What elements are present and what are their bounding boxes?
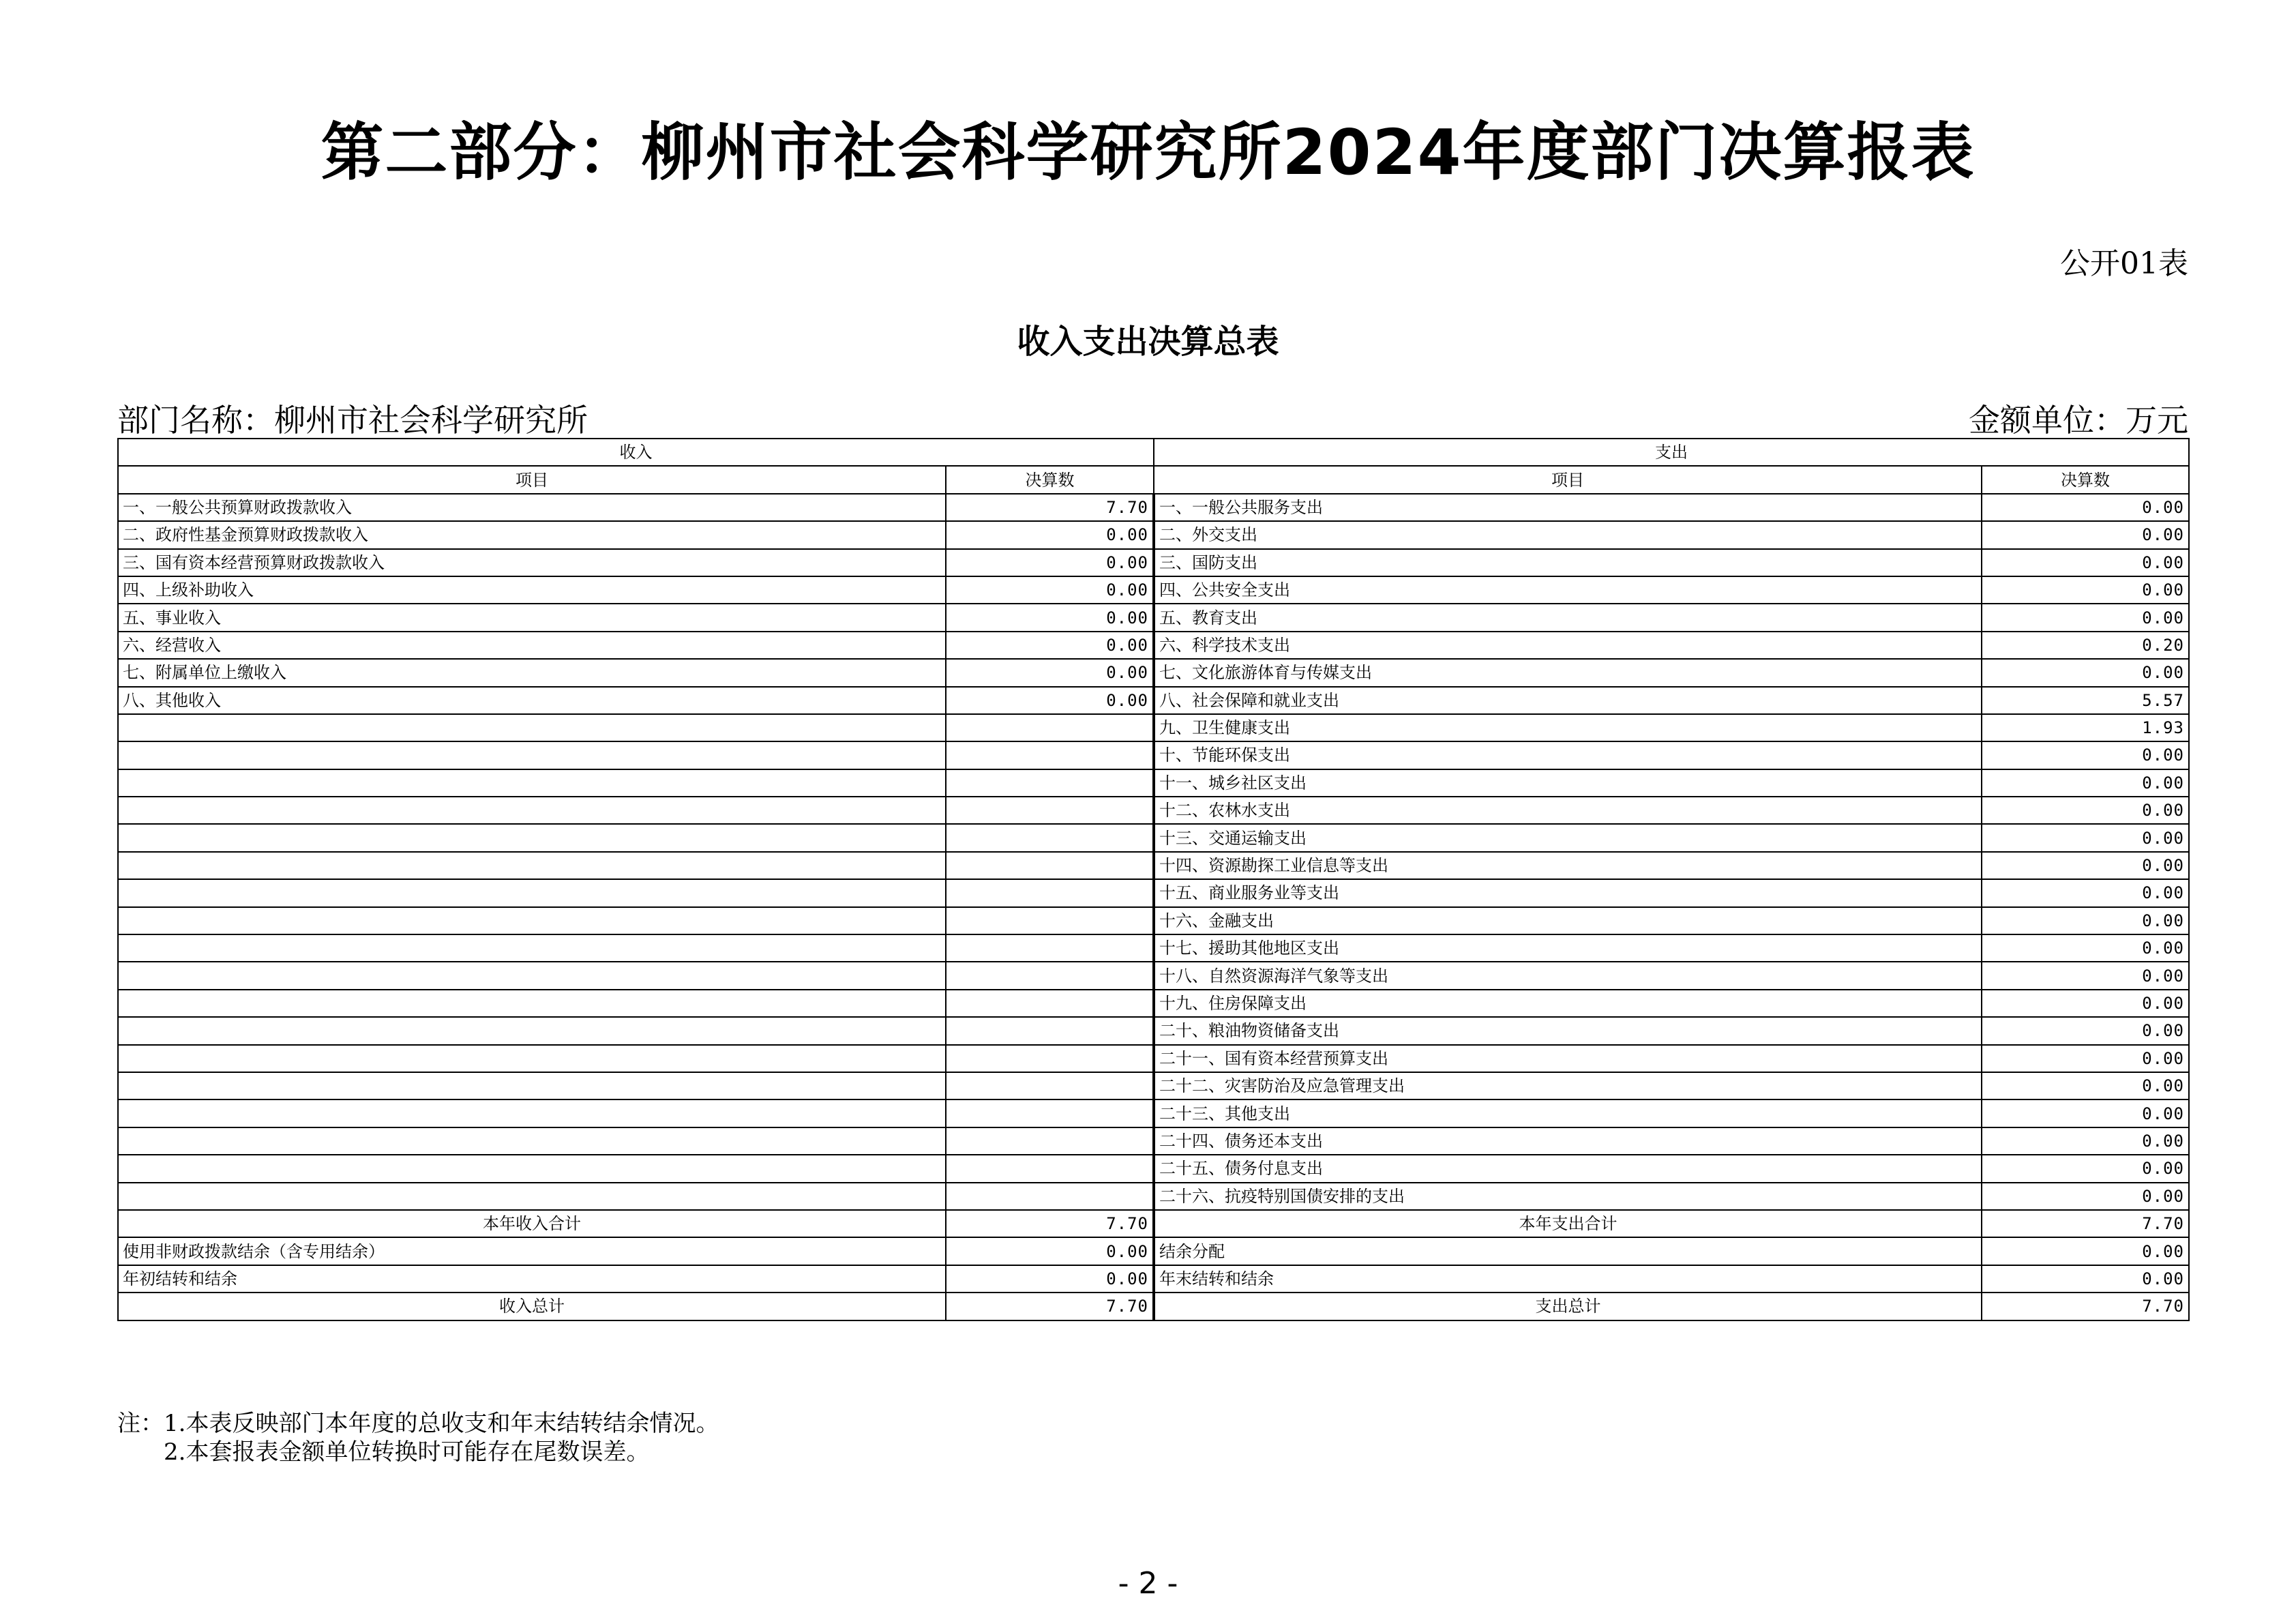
table-row <box>118 797 2189 824</box>
expense-item-cell: 十八、自然资源海洋气象等支出 <box>1154 962 1982 989</box>
note-2: 2.本套报表金额单位转换时可能存在尾数误差。 <box>164 1438 650 1466</box>
expense-item-header: 项目 <box>1154 466 1982 493</box>
income-amount-cell <box>946 962 1154 989</box>
expense-amount-cell: 0.00 <box>1982 549 2189 576</box>
expense-item-cell: 六、科学技术支出 <box>1154 632 1982 659</box>
table-row <box>118 990 2189 1017</box>
table-row <box>118 879 2189 906</box>
table-row <box>118 549 2189 576</box>
expense-item-cell: 十二、农林水支出 <box>1154 797 1982 824</box>
income-item-cell <box>118 990 946 1017</box>
expense-amount-cell: 0.00 <box>1982 907 2189 934</box>
income-amount-cell: 7.70 <box>946 494 1154 521</box>
income-item-cell: 五、事业收入 <box>118 604 946 631</box>
table-row <box>118 1265 2189 1293</box>
income-amount-header: 决算数 <box>946 466 1154 493</box>
amount-unit: 金额单位：万元 <box>1969 402 2188 439</box>
expense-amount-cell: 0.00 <box>1982 1045 2189 1072</box>
income-amount-cell <box>946 1099 1154 1127</box>
table-row <box>118 632 2189 659</box>
table-row <box>118 1072 2189 1099</box>
expense-item-cell: 二十一、国有资本经营预算支出 <box>1154 1045 1982 1072</box>
expense-amount-cell: 0.00 <box>1982 1072 2189 1099</box>
income-item-cell <box>118 769 946 797</box>
expense-grand-total-label: 支出总计 <box>1154 1293 1982 1320</box>
expense-total-label: 本年支出合计 <box>1154 1210 1982 1237</box>
income-amount-cell: 0.00 <box>946 1265 1154 1293</box>
income-section-header: 收入 <box>118 439 1154 466</box>
income-item-cell <box>118 1183 946 1210</box>
expense-amount-cell: 0.00 <box>1982 604 2189 631</box>
income-item-cell <box>118 907 946 934</box>
page-title: 第二部分：柳州市社会科学研究所2024年度部门决算报表 <box>320 116 1976 189</box>
expense-amount-cell: 0.00 <box>1982 879 2189 906</box>
expense-item-cell: 七、文化旅游体育与传媒支出 <box>1154 659 1982 686</box>
table-row <box>118 1099 2189 1127</box>
income-item-cell <box>118 741 946 769</box>
table-code: 公开01表 <box>2060 246 2188 281</box>
table-row <box>118 576 2189 604</box>
income-item-cell: 八、其他收入 <box>118 687 946 714</box>
table-row <box>118 934 2189 962</box>
expense-item-cell: 五、教育支出 <box>1154 604 1982 631</box>
income-amount-cell: 0.00 <box>946 687 1154 714</box>
note-1: 注：1.本表反映部门本年度的总收支和年末结转结余情况。 <box>117 1410 719 1437</box>
expense-item-cell: 二十六、抗疫特别国债安排的支出 <box>1154 1183 1982 1210</box>
expense-amount-cell: 5.57 <box>1982 687 2189 714</box>
income-amount-cell <box>946 769 1154 797</box>
expense-amount-cell: 0.00 <box>1982 962 2189 989</box>
income-amount-cell: 0.00 <box>946 521 1154 548</box>
income-amount-cell <box>946 714 1154 741</box>
table-row <box>118 1183 2189 1210</box>
income-item-cell <box>118 797 946 824</box>
expense-item-cell: 二十四、债务还本支出 <box>1154 1127 1982 1155</box>
income-amount-cell: 0.00 <box>946 576 1154 604</box>
expense-grand-total-amount: 7.70 <box>1982 1293 2189 1320</box>
table-body <box>118 494 2189 1320</box>
table-row <box>118 714 2189 741</box>
expense-item-cell: 二十三、其他支出 <box>1154 1099 1982 1127</box>
income-amount-cell <box>946 824 1154 851</box>
expense-amount-cell: 0.00 <box>1982 494 2189 521</box>
income-item-cell <box>118 934 946 962</box>
income-amount-cell <box>946 1183 1154 1210</box>
department-name: 部门名称：柳州市社会科学研究所 <box>117 402 588 439</box>
table-row <box>118 1155 2189 1182</box>
expense-item-cell: 十五、商业服务业等支出 <box>1154 879 1982 906</box>
expense-item-cell: 十七、援助其他地区支出 <box>1154 934 1982 962</box>
income-amount-cell <box>946 1127 1154 1155</box>
income-amount-cell: 0.00 <box>946 659 1154 686</box>
income-total-amount: 7.70 <box>946 1210 1154 1237</box>
income-item-cell <box>118 1072 946 1099</box>
expense-item-cell: 十四、资源勘探工业信息等支出 <box>1154 852 1982 879</box>
table-row <box>118 907 2189 934</box>
column-header-row <box>118 466 2189 493</box>
table-row <box>118 521 2189 548</box>
expense-amount-cell: 0.00 <box>1982 852 2189 879</box>
expense-amount-cell: 0.00 <box>1982 1017 2189 1044</box>
income-item-cell: 二、政府性基金预算财政拨款收入 <box>118 521 946 548</box>
expense-amount-cell: 0.00 <box>1982 1237 2189 1265</box>
expense-amount-cell: 0.00 <box>1982 741 2189 769</box>
income-amount-cell <box>946 907 1154 934</box>
expense-amount-cell: 0.00 <box>1982 1265 2189 1293</box>
table-row <box>118 604 2189 631</box>
expense-amount-cell: 0.00 <box>1982 769 2189 797</box>
income-item-cell: 六、经营收入 <box>118 632 946 659</box>
expense-amount-cell: 0.00 <box>1982 576 2189 604</box>
expense-item-cell: 十三、交通运输支出 <box>1154 824 1982 851</box>
income-item-cell <box>118 1099 946 1127</box>
expense-amount-cell: 0.00 <box>1982 1127 2189 1155</box>
expense-item-cell: 二十五、债务付息支出 <box>1154 1155 1982 1182</box>
expense-item-cell: 二、外交支出 <box>1154 521 1982 548</box>
income-item-cell: 使用非财政拨款结余（含专用结余） <box>118 1237 946 1265</box>
table-row <box>118 1045 2189 1072</box>
annual-total-row <box>118 1210 2189 1237</box>
expense-amount-cell: 0.20 <box>1982 632 2189 659</box>
table-row <box>118 1237 2189 1265</box>
table-row <box>118 769 2189 797</box>
income-item-header: 项目 <box>118 466 946 493</box>
expense-amount-header: 决算数 <box>1982 466 2189 493</box>
income-item-cell <box>118 962 946 989</box>
income-amount-cell <box>946 879 1154 906</box>
table-row <box>118 687 2189 714</box>
expense-item-cell: 一、一般公共服务支出 <box>1154 494 1982 521</box>
expense-item-cell: 结余分配 <box>1154 1237 1982 1265</box>
income-item-cell <box>118 1155 946 1182</box>
notes <box>117 1409 719 1466</box>
income-amount-cell <box>946 1017 1154 1044</box>
expense-item-cell: 八、社会保障和就业支出 <box>1154 687 1982 714</box>
expense-amount-cell: 0.00 <box>1982 1099 2189 1127</box>
income-amount-cell <box>946 1045 1154 1072</box>
income-total-label: 本年收入合计 <box>118 1210 946 1237</box>
section-header-row <box>118 439 2189 466</box>
table-row <box>118 1017 2189 1044</box>
page-number: - 2 - <box>1118 1566 1178 1601</box>
expense-total-amount: 7.70 <box>1982 1210 2189 1237</box>
expense-amount-cell: 0.00 <box>1982 797 2189 824</box>
income-amount-cell <box>946 1155 1154 1182</box>
expense-item-cell: 九、卫生健康支出 <box>1154 714 1982 741</box>
expense-amount-cell: 0.00 <box>1982 934 2189 962</box>
income-item-cell: 年初结转和结余 <box>118 1265 946 1293</box>
income-item-cell <box>118 1045 946 1072</box>
table-row <box>118 1127 2189 1155</box>
table-row <box>118 659 2189 686</box>
income-item-cell: 四、上级补助收入 <box>118 576 946 604</box>
income-amount-cell <box>946 1072 1154 1099</box>
income-item-cell <box>118 879 946 906</box>
table-row <box>118 494 2189 521</box>
expense-item-cell: 年末结转和结余 <box>1154 1265 1982 1293</box>
income-grand-total-label: 收入总计 <box>118 1293 946 1320</box>
income-amount-cell: 0.00 <box>946 1237 1154 1265</box>
expense-item-cell: 十六、金融支出 <box>1154 907 1982 934</box>
income-item-cell <box>118 824 946 851</box>
expense-item-cell: 三、国防支出 <box>1154 549 1982 576</box>
expense-amount-cell: 0.00 <box>1982 824 2189 851</box>
income-item-cell <box>118 714 946 741</box>
income-amount-cell <box>946 934 1154 962</box>
expense-section-header: 支出 <box>1154 439 2189 466</box>
income-amount-cell: 0.00 <box>946 549 1154 576</box>
expense-item-cell: 十、节能环保支出 <box>1154 741 1982 769</box>
table-row <box>118 824 2189 851</box>
expense-amount-cell: 0.00 <box>1982 990 2189 1017</box>
income-item-cell <box>118 852 946 879</box>
income-item-cell: 七、附属单位上缴收入 <box>118 659 946 686</box>
income-item-cell <box>118 1017 946 1044</box>
table-row <box>118 852 2189 879</box>
expense-item-cell: 十一、城乡社区支出 <box>1154 769 1982 797</box>
income-amount-cell <box>946 852 1154 879</box>
income-expense-summary-table <box>117 438 2190 1321</box>
expense-amount-cell: 0.00 <box>1982 1155 2189 1182</box>
income-amount-cell <box>946 990 1154 1017</box>
income-amount-cell <box>946 797 1154 824</box>
expense-item-cell: 二十、粮油物资储备支出 <box>1154 1017 1982 1044</box>
income-item-cell <box>118 1127 946 1155</box>
expense-amount-cell: 0.00 <box>1982 659 2189 686</box>
income-grand-total-amount: 7.70 <box>946 1293 1154 1320</box>
expense-amount-cell: 0.00 <box>1982 1183 2189 1210</box>
table-title: 收入支出决算总表 <box>1017 323 1279 361</box>
table-row <box>118 741 2189 769</box>
expense-item-cell: 四、公共安全支出 <box>1154 576 1982 604</box>
grand-total-row <box>118 1293 2189 1320</box>
income-item-cell: 三、国有资本经营预算财政拨款收入 <box>118 549 946 576</box>
income-amount-cell: 0.00 <box>946 632 1154 659</box>
expense-amount-cell: 1.93 <box>1982 714 2189 741</box>
income-amount-cell: 0.00 <box>946 604 1154 631</box>
expense-item-cell: 十九、住房保障支出 <box>1154 990 1982 1017</box>
expense-item-cell: 二十二、灾害防治及应急管理支出 <box>1154 1072 1982 1099</box>
income-item-cell: 一、一般公共预算财政拨款收入 <box>118 494 946 521</box>
income-amount-cell <box>946 741 1154 769</box>
expense-amount-cell: 0.00 <box>1982 521 2189 548</box>
table-row <box>118 962 2189 989</box>
